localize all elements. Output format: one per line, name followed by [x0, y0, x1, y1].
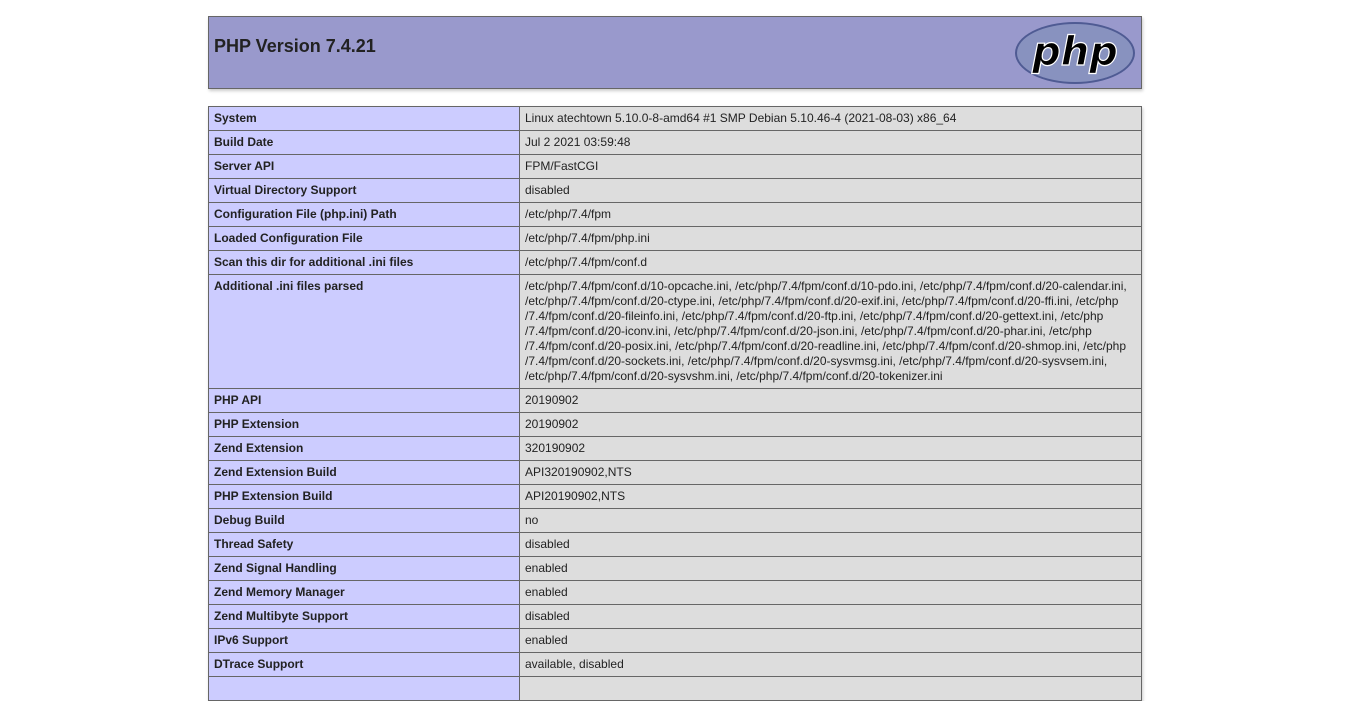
row-value: API320190902,NTS: [520, 461, 1142, 485]
row-key: PHP Extension Build: [209, 485, 520, 509]
table-row: [209, 581, 1142, 605]
row-value: [520, 677, 1142, 701]
row-key: [209, 677, 520, 701]
row-value: FPM/FastCGI: [520, 155, 1142, 179]
info-table: [208, 106, 1142, 701]
row-key: Build Date: [209, 131, 520, 155]
table-row: [209, 605, 1142, 629]
page-title: PHP Version 7.4.21: [214, 36, 376, 56]
row-value: disabled: [520, 605, 1142, 629]
table-row: [209, 485, 1142, 509]
row-value: enabled: [520, 581, 1142, 605]
php-logo-icon[interactable]: [1014, 21, 1136, 85]
table-row: [209, 437, 1142, 461]
row-key: Zend Multibyte Support: [209, 605, 520, 629]
table-row: [209, 509, 1142, 533]
row-key: DTrace Support: [209, 653, 520, 677]
table-row: [209, 629, 1142, 653]
row-value: 20190902: [520, 413, 1142, 437]
table-row: [209, 413, 1142, 437]
row-value: disabled: [520, 533, 1142, 557]
row-value: 20190902: [520, 389, 1142, 413]
row-value: /etc/php/7.4/fpm: [520, 203, 1142, 227]
row-value: /etc/php/7.4/fpm/conf.d: [520, 251, 1142, 275]
table-row: [209, 251, 1142, 275]
php-logo-text: php: [1032, 29, 1118, 75]
row-key: PHP Extension: [209, 413, 520, 437]
row-key: Virtual Directory Support: [209, 179, 520, 203]
row-key: Configuration File (php.ini) Path: [209, 203, 520, 227]
row-key: Zend Memory Manager: [209, 581, 520, 605]
row-value: disabled: [520, 179, 1142, 203]
row-value: no: [520, 509, 1142, 533]
row-value: Linux atechtown 5.10.0-8-amd64 #1 SMP Debian 5.10.46-4 (2021-08-03) x86_64: [520, 107, 1142, 131]
row-key: Additional .ini files parsed: [209, 275, 520, 389]
table-row: [209, 389, 1142, 413]
row-key: Zend Signal Handling: [209, 557, 520, 581]
table-row: [209, 533, 1142, 557]
page-header: [208, 16, 1142, 89]
row-key: PHP API: [209, 389, 520, 413]
row-value: API20190902,NTS: [520, 485, 1142, 509]
row-key: Thread Safety: [209, 533, 520, 557]
row-key: Zend Extension: [209, 437, 520, 461]
row-value: /etc/php/7.4/fpm/conf.d/10-opcache.ini, /etc/php/7.4/fpm/conf.d/10-pdo.ini, /etc/php/7.4/fpm/conf.d/20-calendar.ini, /etc/php/7.4/fpm/conf.d/20-ctype.ini, /etc/php/7.4/fpm/conf.d/20-exif.ini, /etc/php/7.4/fpm/conf.d/20-ffi.ini, /etc/php /7.4/fpm/conf.d/20-fileinfo.ini, /etc/php/7.4/fpm/conf.d/20-ftp.ini, /etc/php/7.4/fpm/conf.d/20-gettext.ini, /etc/php /7.4/fpm/conf.d/20-iconv.ini, /etc/php/7.4/fpm/conf.d/20-json.ini, /etc/php/7.4/fpm/conf.d/20-phar.ini, /etc/php /7.4/fpm/conf.d/20-posix.ini, /etc/php/7.4/fpm/conf.d/20-readline.ini, /etc/php/7.4/fpm/conf.d/20-shmop.ini, /etc/php /7.4/fpm/conf.d/20-sockets.ini, /etc/php/7.4/fpm/conf.d/20-sysvmsg.ini, /etc/php/7.4/fpm/conf.d/20-sysvsem.ini, /etc/php/7.4/fpm/conf.d/20-sysvshm.ini, /etc/php/7.4/fpm/conf.d/20-tokenizer.ini: [520, 275, 1142, 389]
row-key: Loaded Configuration File: [209, 227, 520, 251]
row-key: IPv6 Support: [209, 629, 520, 653]
row-key: System: [209, 107, 520, 131]
row-value: /etc/php/7.4/fpm/php.ini: [520, 227, 1142, 251]
table-row: [209, 227, 1142, 251]
table-row: [209, 155, 1142, 179]
table-row: [209, 107, 1142, 131]
row-key: Server API: [209, 155, 520, 179]
table-row: [209, 461, 1142, 485]
table-row: [209, 677, 1142, 701]
table-row: [209, 275, 1142, 389]
row-key: Debug Build: [209, 509, 520, 533]
row-value: Jul 2 2021 03:59:48: [520, 131, 1142, 155]
table-row: [209, 653, 1142, 677]
row-value: 320190902: [520, 437, 1142, 461]
row-value: enabled: [520, 629, 1142, 653]
row-key: Scan this dir for additional .ini files: [209, 251, 520, 275]
row-value: enabled: [520, 557, 1142, 581]
row-key: Zend Extension Build: [209, 461, 520, 485]
phpinfo-page: [208, 16, 1142, 671]
table-row: [209, 179, 1142, 203]
table-row: [209, 131, 1142, 155]
row-value: available, disabled: [520, 653, 1142, 677]
table-row: [209, 203, 1142, 227]
table-row: [209, 557, 1142, 581]
